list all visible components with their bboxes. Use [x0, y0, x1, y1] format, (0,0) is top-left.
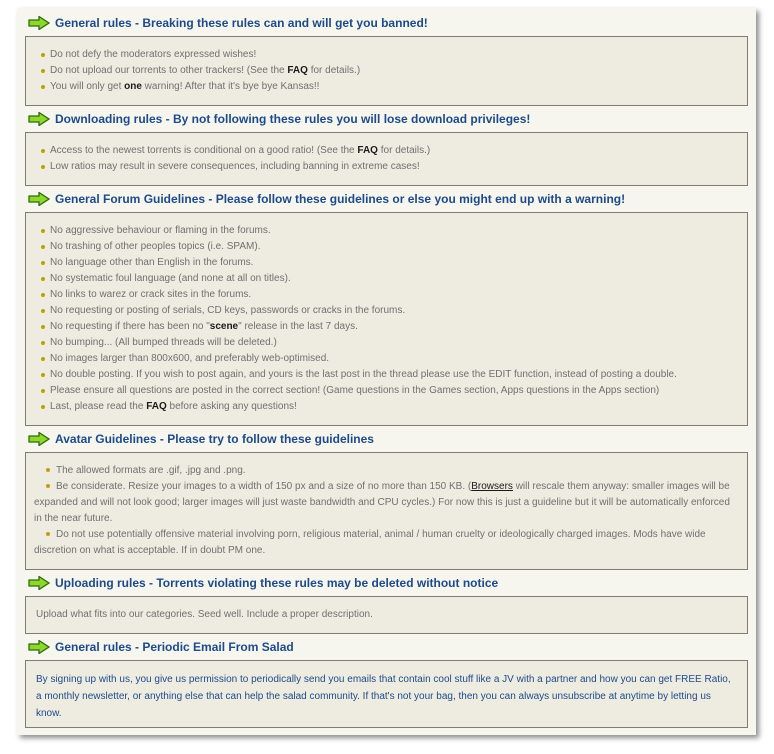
list-item: Please ensure all questions are posted in the correct section! (Game questions in the Games section, Apps questions in the Apps section)	[41, 383, 747, 399]
list-item: You will only get one warning! After that it's bye bye Kansas!!	[41, 79, 747, 95]
list-item: No links to warez or crack sites in the forums.	[41, 287, 747, 303]
section-forum-guidelines	[25, 188, 748, 412]
list-item: Last, please read the FAQ before asking any questions!	[41, 399, 747, 415]
list-item: Access to the newest torrents is conditional on a good ratio! (See the FAQ for details.)	[41, 143, 747, 159]
section-header	[25, 428, 748, 450]
list-item: No requesting if there has been no "scene" release in the last 7 days.	[41, 319, 747, 335]
section-body	[25, 452, 748, 570]
email-text: By signing up with us, you give us permission to periodically send you emails that contain cool stuff like a JV with a partner and how you can get FREE Ratio, a monthly newsletter, or anything else that can help the salad community. If that's not your bag, then you can always unsubscribe at anytime by letting us know.	[36, 674, 731, 719]
list-item: No aggressive behaviour or flaming in the forums.	[41, 223, 747, 239]
avatar-rule-size: Be considerate. Resize your images to a width of 150 px and a size of no more than 150 KB. (Browsers will rescale them anyway: smaller images will be expanded and will not look good; larger images will just waste bandwidth and CPU cycles.) For now this is just a guideline but it will be automatically enforced in the near future.	[34, 481, 730, 524]
arrow-right-icon	[28, 640, 50, 654]
section-body	[25, 36, 748, 106]
section-header	[25, 572, 748, 594]
section-title: Downloading rules - By not following these rules you will lose download privileges!	[55, 112, 531, 126]
section-body	[25, 596, 748, 634]
section-title: General rules - Periodic Email From Salad	[55, 640, 294, 654]
section-body	[25, 212, 748, 426]
list-item: No trashing of other peoples topics (i.e. SPAM).	[41, 239, 747, 255]
section-periodic-email	[25, 636, 748, 719]
section-general-rules	[25, 12, 748, 92]
section-downloading-rules	[25, 108, 748, 172]
list-item: No language other than English in the forums.	[41, 255, 747, 271]
list-item: Low ratios may result in severe consequences, including banning in extreme cases!	[41, 159, 747, 175]
section-body	[25, 132, 748, 186]
list-item: No double posting. If you wish to post again, and yours is the last post in the thread please use the EDIT function, instead of posting a double.	[41, 367, 747, 383]
section-title: Avatar Guidelines - Please try to follow these guidelines	[55, 432, 374, 446]
list-item: Do not upload our torrents to other trackers! (See the FAQ for details.)	[41, 63, 747, 79]
arrow-right-icon	[28, 432, 50, 446]
list-item: No systematic foul language (and none at all on titles).	[41, 271, 747, 287]
section-title: General rules - Breaking these rules can and will get you banned!	[55, 16, 428, 30]
list-item: No requesting or posting of serials, CD keys, passwords or cracks in the forums.	[41, 303, 747, 319]
avatar-rule-formats: The allowed formats are .gif, .jpg and .png.	[34, 463, 739, 479]
uploading-text: Upload what fits into our categories. Seed well. Include a proper description.	[36, 609, 373, 620]
arrow-right-icon	[28, 112, 50, 126]
section-title: Uploading rules - Torrents violating these rules may be deleted without notice	[55, 576, 499, 590]
list-item: Do not defy the moderators expressed wishes!	[41, 47, 747, 63]
browsers-link[interactable]: Browsers	[471, 481, 513, 492]
section-header	[25, 12, 748, 34]
section-title: General Forum Guidelines - Please follow these guidelines or else you might end up with a warning!	[55, 192, 626, 206]
section-header	[25, 188, 748, 210]
section-header	[25, 108, 748, 130]
list-item: No bumping... (All bumped threads will be deleted.)	[41, 335, 747, 351]
list-item: No images larger than 800x600, and preferably web-optimised.	[41, 351, 747, 367]
arrow-right-icon	[28, 576, 50, 590]
section-body	[25, 660, 748, 728]
section-avatar-guidelines	[25, 428, 748, 556]
section-header	[25, 636, 748, 658]
arrow-right-icon	[28, 16, 50, 30]
rules-page	[17, 8, 756, 735]
arrow-right-icon	[28, 192, 50, 206]
section-uploading-rules	[25, 572, 748, 620]
avatar-rule-content: Do not use potentially offensive material involving porn, religious material, animal / human cruelty or ideologically charged images. Mods have wide discretion on what is acceptable. If in doubt PM one.	[34, 529, 706, 556]
